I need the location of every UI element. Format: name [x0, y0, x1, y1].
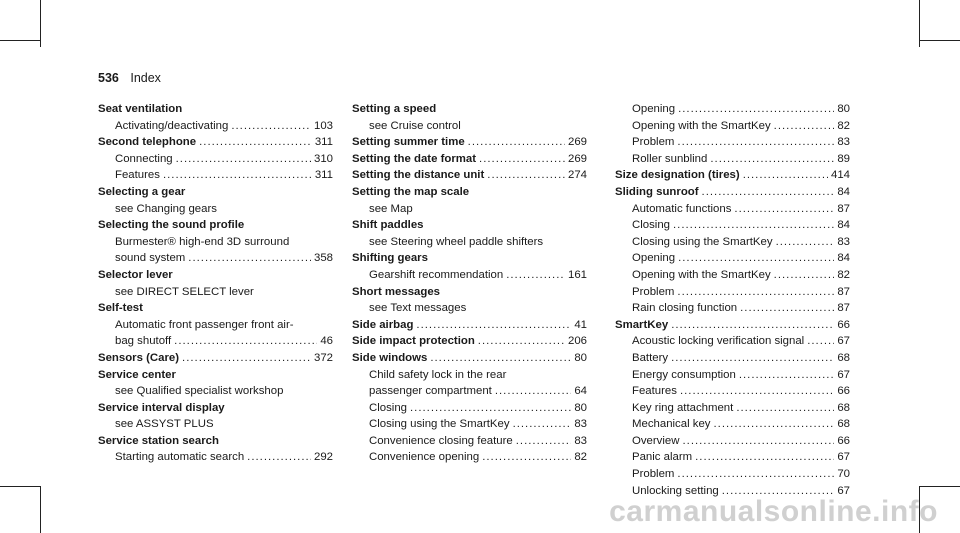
index-subentry: Child safety lock in the rear — [369, 368, 507, 381]
page-reference[interactable]: 83 — [837, 136, 850, 149]
page-reference[interactable]: 358 — [313, 252, 333, 265]
entry-label: Mechanical key — [632, 418, 711, 431]
entry-label: Starting automatic search — [115, 451, 245, 464]
dot-leader — [506, 267, 565, 284]
entry-label: Roller sunblind — [632, 152, 708, 165]
index-subentry — [615, 234, 850, 251]
crop-mark — [0, 40, 40, 41]
page-reference[interactable]: 89 — [837, 152, 850, 165]
page-reference[interactable]: 311 — [314, 136, 333, 149]
dot-leader — [807, 333, 834, 350]
page-reference[interactable]: 83 — [574, 418, 587, 431]
dot-leader — [702, 184, 835, 201]
index-subentry — [615, 250, 850, 267]
index-subentry — [615, 466, 850, 483]
dot-leader — [410, 400, 571, 417]
index-subentry — [615, 350, 850, 367]
page-reference[interactable]: 103 — [313, 119, 333, 132]
dot-leader — [776, 234, 835, 251]
index-heading — [352, 151, 587, 168]
page-reference[interactable]: 80 — [837, 103, 850, 115]
dot-leader — [677, 284, 834, 301]
entry-label: Sliding sunroof — [615, 185, 699, 198]
index-heading — [352, 317, 587, 334]
index-subentry — [98, 449, 333, 466]
entry-label: bag shutoff — [115, 335, 172, 348]
entry-label: Side airbag — [352, 318, 414, 331]
page-reference[interactable]: 68 — [837, 351, 850, 364]
index-column-1 — [98, 101, 333, 466]
entry-label: Setting the date format — [352, 152, 477, 165]
page-reference[interactable]: 80 — [574, 401, 587, 414]
index-subentry: Burmester® high-end 3D surround — [115, 235, 290, 248]
page-reference[interactable]: 68 — [837, 418, 850, 431]
entry-label: Setting the distance unit — [352, 169, 485, 182]
index-subentry — [615, 367, 850, 384]
crop-mark — [919, 40, 960, 41]
page-reference[interactable]: 311 — [314, 169, 333, 182]
entry-label: Opening with the SmartKey — [632, 119, 771, 132]
entry-label: Key ring attachment — [632, 401, 734, 414]
entry-label: Opening — [632, 103, 676, 115]
entry-label: Size designation (tires) — [615, 169, 740, 182]
dot-leader — [478, 333, 565, 350]
dot-leader — [743, 167, 828, 184]
index-subentry: see Changing gears — [115, 202, 217, 215]
index-heading — [352, 134, 587, 151]
page-reference[interactable]: 87 — [837, 302, 850, 315]
index-subentry — [615, 267, 850, 284]
entry-label: Closing using the SmartKey — [632, 235, 773, 248]
dot-leader — [671, 317, 834, 334]
entry-label: Energy consumption — [632, 368, 736, 381]
dot-leader — [714, 416, 835, 433]
page-reference[interactable]: 83 — [837, 235, 850, 248]
index-heading: Short messages — [352, 285, 440, 298]
index-subentry — [615, 383, 850, 400]
dot-leader — [163, 167, 312, 184]
page-reference[interactable]: 292 — [313, 451, 333, 464]
dot-leader — [516, 433, 572, 450]
dot-leader — [513, 416, 572, 433]
index-heading: Service center — [98, 368, 176, 381]
dot-leader — [479, 151, 565, 168]
index-subentry — [352, 433, 587, 450]
dot-leader — [231, 118, 311, 135]
page-reference[interactable]: 84 — [837, 219, 850, 232]
page-reference[interactable]: 83 — [574, 434, 587, 447]
page-reference[interactable]: 70 — [837, 468, 850, 481]
index-subentry: see ASSYST PLUS — [115, 418, 214, 431]
dot-leader — [673, 217, 834, 234]
entry-label: Gearshift recommendation — [369, 268, 504, 281]
dot-leader — [710, 151, 834, 168]
page-reference[interactable]: 46 — [320, 335, 333, 348]
dot-leader — [678, 101, 834, 118]
entry-label: Panic alarm — [632, 451, 693, 464]
entry-label: sound system — [115, 252, 186, 265]
entry-label: Activating/deactivating — [115, 119, 229, 132]
index-heading — [615, 167, 850, 184]
entry-label: Connecting — [115, 152, 173, 165]
dot-leader — [671, 350, 834, 367]
entry-label: Rain closing function — [632, 302, 738, 315]
index-heading: Setting the map scale — [352, 185, 470, 198]
entry-label: SmartKey — [615, 318, 669, 331]
dot-leader — [430, 350, 571, 367]
entry-label: Opening — [632, 252, 676, 265]
index-subentry — [615, 134, 850, 151]
page-reference[interactable]: 82 — [837, 268, 850, 281]
crop-mark — [919, 486, 960, 487]
index-heading — [98, 134, 333, 151]
dot-leader — [740, 300, 834, 317]
dot-leader — [188, 250, 311, 267]
dot-leader — [182, 350, 311, 367]
index-subentry — [98, 167, 333, 184]
dot-leader — [495, 383, 572, 400]
crop-mark — [0, 486, 40, 487]
entry-label: Problem — [632, 468, 675, 481]
page-reference[interactable]: 310 — [313, 152, 333, 165]
index-heading — [615, 317, 850, 334]
dot-leader — [774, 118, 835, 135]
entry-label: Sensors (Care) — [98, 351, 180, 364]
index-heading: Setting a speed — [352, 103, 437, 115]
page-reference[interactable]: 161 — [567, 268, 587, 281]
entry-label: Problem — [632, 136, 675, 149]
page-reference[interactable]: 82 — [574, 451, 587, 464]
index-subentry: see Qualified specialist workshop — [115, 385, 284, 398]
index-heading — [615, 184, 850, 201]
page-reference[interactable]: 67 — [837, 368, 850, 381]
entry-label: Closing — [369, 401, 407, 414]
index-heading: Service station search — [98, 434, 219, 447]
page-header — [98, 71, 161, 85]
page-reference[interactable]: 372 — [313, 351, 333, 364]
index-heading: Shift paddles — [352, 219, 424, 232]
dot-leader — [739, 367, 834, 384]
index-subentry — [98, 118, 333, 135]
index-subentry — [615, 284, 850, 301]
entry-label: Closing — [632, 219, 670, 232]
entry-label: Side impact protection — [352, 335, 475, 348]
page-reference[interactable]: 82 — [837, 119, 850, 132]
entry-label: Battery — [632, 351, 669, 364]
entry-label: Automatic functions — [632, 202, 732, 215]
dot-leader — [736, 400, 834, 417]
page-reference[interactable]: 41 — [574, 318, 587, 331]
index-subentry — [98, 250, 333, 267]
index-subentry — [615, 201, 850, 218]
page-reference[interactable]: 66 — [837, 385, 850, 398]
index-subentry — [615, 400, 850, 417]
entry-label: Side windows — [352, 351, 428, 364]
page-reference[interactable]: 84 — [837, 252, 850, 265]
dot-leader — [774, 267, 835, 284]
index-subentry — [352, 449, 587, 466]
page-reference[interactable]: 87 — [837, 202, 850, 215]
dot-leader — [247, 449, 311, 466]
page-reference[interactable]: 64 — [574, 385, 587, 398]
index-heading: Seat ventilation — [98, 103, 183, 115]
entry-label: Convenience closing feature — [369, 434, 513, 447]
dot-leader — [174, 333, 317, 350]
page-reference[interactable]: 269 — [567, 152, 587, 165]
index-subentry — [352, 416, 587, 433]
entry-label: Features — [632, 385, 677, 398]
index-subentry: see Cruise control — [369, 119, 461, 132]
page-number: 536 — [98, 71, 119, 85]
index-subentry: Automatic front passenger front air- — [115, 318, 294, 331]
index-heading: Shifting gears — [352, 252, 428, 265]
crop-mark — [40, 0, 41, 47]
page-reference[interactable]: 67 — [837, 484, 850, 497]
page-reference[interactable]: 269 — [567, 136, 587, 149]
page-reference[interactable]: 80 — [574, 351, 587, 364]
entry-label: Opening with the SmartKey — [632, 268, 771, 281]
dot-leader — [199, 134, 312, 151]
index-heading: Selecting the sound profile — [98, 219, 245, 232]
index-heading — [98, 350, 333, 367]
entry-label: Convenience opening — [369, 451, 480, 464]
dot-leader — [176, 151, 311, 168]
dot-leader — [677, 134, 834, 151]
index-subentry — [615, 101, 850, 118]
index-subentry — [615, 433, 850, 450]
index-subentry — [98, 151, 333, 168]
index-heading — [352, 350, 587, 367]
dot-leader — [682, 433, 834, 450]
dot-leader — [468, 134, 565, 151]
dot-leader — [680, 383, 834, 400]
index-subentry — [615, 416, 850, 433]
index-subentry: see Text messages — [369, 302, 467, 315]
entry-label: Closing using the SmartKey — [369, 418, 510, 431]
dot-leader — [487, 167, 565, 184]
entry-label: Acoustic locking verification signal — [632, 335, 805, 348]
page-reference[interactable]: 414 — [830, 169, 850, 182]
dot-leader — [695, 449, 834, 466]
index-subentry — [615, 449, 850, 466]
index-subentry — [615, 333, 850, 350]
index-subentry — [615, 118, 850, 135]
index-subentry — [98, 333, 333, 350]
page-reference[interactable]: 274 — [567, 169, 587, 182]
dot-leader — [416, 317, 571, 334]
crop-mark — [40, 486, 41, 533]
index-subentry: see DIRECT SELECT lever — [115, 285, 254, 298]
page-reference[interactable]: 87 — [837, 285, 850, 298]
entry-label: Second telephone — [98, 136, 197, 149]
section-title: Index — [130, 71, 161, 85]
index-subentry — [352, 383, 587, 400]
dot-leader — [734, 201, 834, 218]
entry-label: passenger compartment — [369, 385, 492, 398]
index-heading: Self-test — [98, 302, 143, 315]
page-reference[interactable]: 68 — [837, 401, 850, 414]
dot-leader — [482, 449, 571, 466]
dot-leader — [677, 466, 834, 483]
page-reference[interactable]: 84 — [837, 185, 850, 198]
index-column-3 — [615, 101, 850, 499]
entry-label: Overview — [632, 434, 680, 447]
index-subentry: see Steering wheel paddle shifters — [369, 235, 544, 248]
entry-label: Features — [115, 169, 160, 182]
index-heading: Selecting a gear — [98, 185, 186, 198]
index-subentry: see Map — [369, 202, 413, 215]
entry-label: Problem — [632, 285, 675, 298]
watermark-text: carmanualsonline.info — [609, 495, 938, 528]
page-reference[interactable]: 206 — [567, 335, 587, 348]
dot-leader — [678, 250, 834, 267]
index-subentry — [352, 267, 587, 284]
entry-label: Setting summer time — [352, 136, 465, 149]
index-heading — [352, 333, 587, 350]
index-heading: Selector lever — [98, 268, 173, 281]
entry-label: Unlocking setting — [632, 484, 719, 497]
page-reference[interactable]: 67 — [837, 335, 850, 348]
index-subentry — [352, 400, 587, 417]
index-subentry — [615, 217, 850, 234]
index-heading — [352, 167, 587, 184]
index-subentry — [615, 151, 850, 168]
page-reference[interactable]: 66 — [837, 434, 850, 447]
index-column-2 — [352, 101, 587, 466]
index-heading: Service interval display — [98, 401, 225, 414]
index-subentry — [615, 300, 850, 317]
page-reference[interactable]: 66 — [837, 318, 850, 331]
page-reference[interactable]: 67 — [837, 451, 850, 464]
